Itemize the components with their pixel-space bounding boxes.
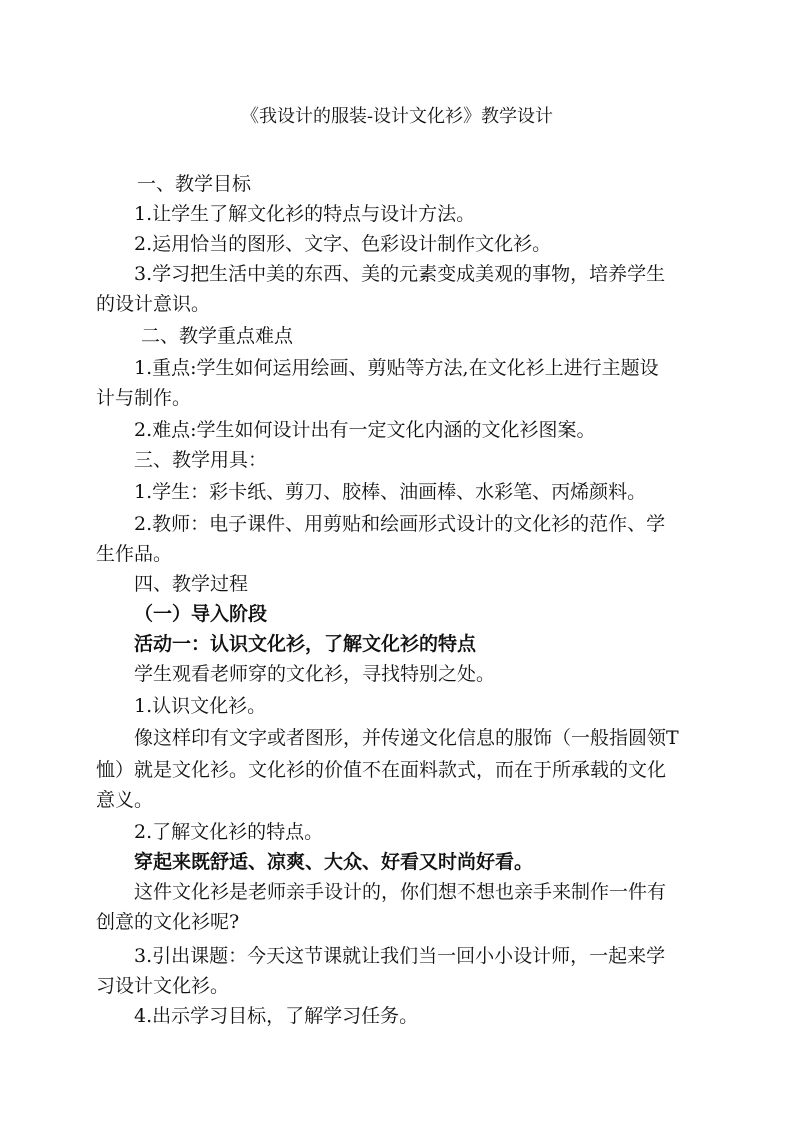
key-point-1: 1.重点:学生如何运用绘画、剪贴等方法,在文化衫上进行主题设 bbox=[134, 357, 659, 379]
step-1: 1.认识文化衫。 bbox=[134, 695, 267, 717]
definition-text-end: 意义。 bbox=[96, 789, 154, 811]
step-2: 2.了解文化衫的特点。 bbox=[134, 821, 324, 843]
objective-3: 3.学习把生活中美的东西、美的元素变成美观的事物，培养学生 bbox=[134, 263, 666, 285]
objective-3-continued: 的设计意识。 bbox=[96, 293, 211, 315]
section-heading-key-points: 二、教学重点难点 bbox=[141, 325, 294, 347]
step-3-continued: 习设计文化衫。 bbox=[96, 975, 230, 997]
activity-heading-1: 活动一：认识文化衫，了解文化衫的特点 bbox=[134, 633, 477, 655]
features-text: 穿起来既舒适、凉爽、大众、好看又时尚好看。 bbox=[134, 851, 534, 873]
section-heading-objectives: 一、教学目标 bbox=[137, 173, 252, 195]
key-point-2: 2.难点:学生如何设计出有一定文化内涵的文化衫图案。 bbox=[134, 419, 596, 441]
definition-text-continued: 恤）就是文化衫。文化衫的价值不在面料款式，而在于所承载的文化 bbox=[96, 759, 667, 781]
key-point-1-continued: 计与制作。 bbox=[96, 387, 192, 409]
definition-text: 像这样印有文字或者图形，并传递文化信息的服饰（一般指圆领T bbox=[134, 727, 679, 749]
step-4: 4.出示学习目标，了解学习任务。 bbox=[134, 1005, 419, 1027]
section-heading-tools: 三、教学用具： bbox=[134, 449, 268, 471]
tools-teacher-continued: 生作品。 bbox=[96, 543, 173, 565]
step-3: 3.引出课题：今天这节课就让我们当一回小小设计师，一起来学 bbox=[134, 945, 666, 967]
subsection-heading-intro: （一）导入阶段 bbox=[134, 603, 268, 625]
objective-1: 1.让学生了解文化衫的特点与设计方法。 bbox=[134, 203, 476, 225]
teacher-question: 这件文化衫是老师亲手设计的，你们想不想也亲手来制作一件有 bbox=[134, 881, 667, 903]
tools-students: 1.学生：彩卡纸、剪刀、胶棒、油画棒、水彩笔、丙烯颜料。 bbox=[134, 481, 647, 503]
document-title: 《我设计的服装-设计文化衫》教学设计 bbox=[240, 106, 554, 127]
tools-teacher: 2.教师：电子课件、用剪贴和绘画形式设计的文化衫的范作、学 bbox=[134, 513, 666, 535]
objective-2: 2.运用恰当的图形、文字、色彩设计制作文化衫。 bbox=[134, 233, 552, 255]
activity-text-1: 学生观看老师穿的文化衫，寻找特别之处。 bbox=[134, 663, 496, 685]
section-heading-process: 四、教学过程 bbox=[134, 573, 249, 595]
teacher-question-continued: 创意的文化衫呢? bbox=[96, 911, 240, 933]
